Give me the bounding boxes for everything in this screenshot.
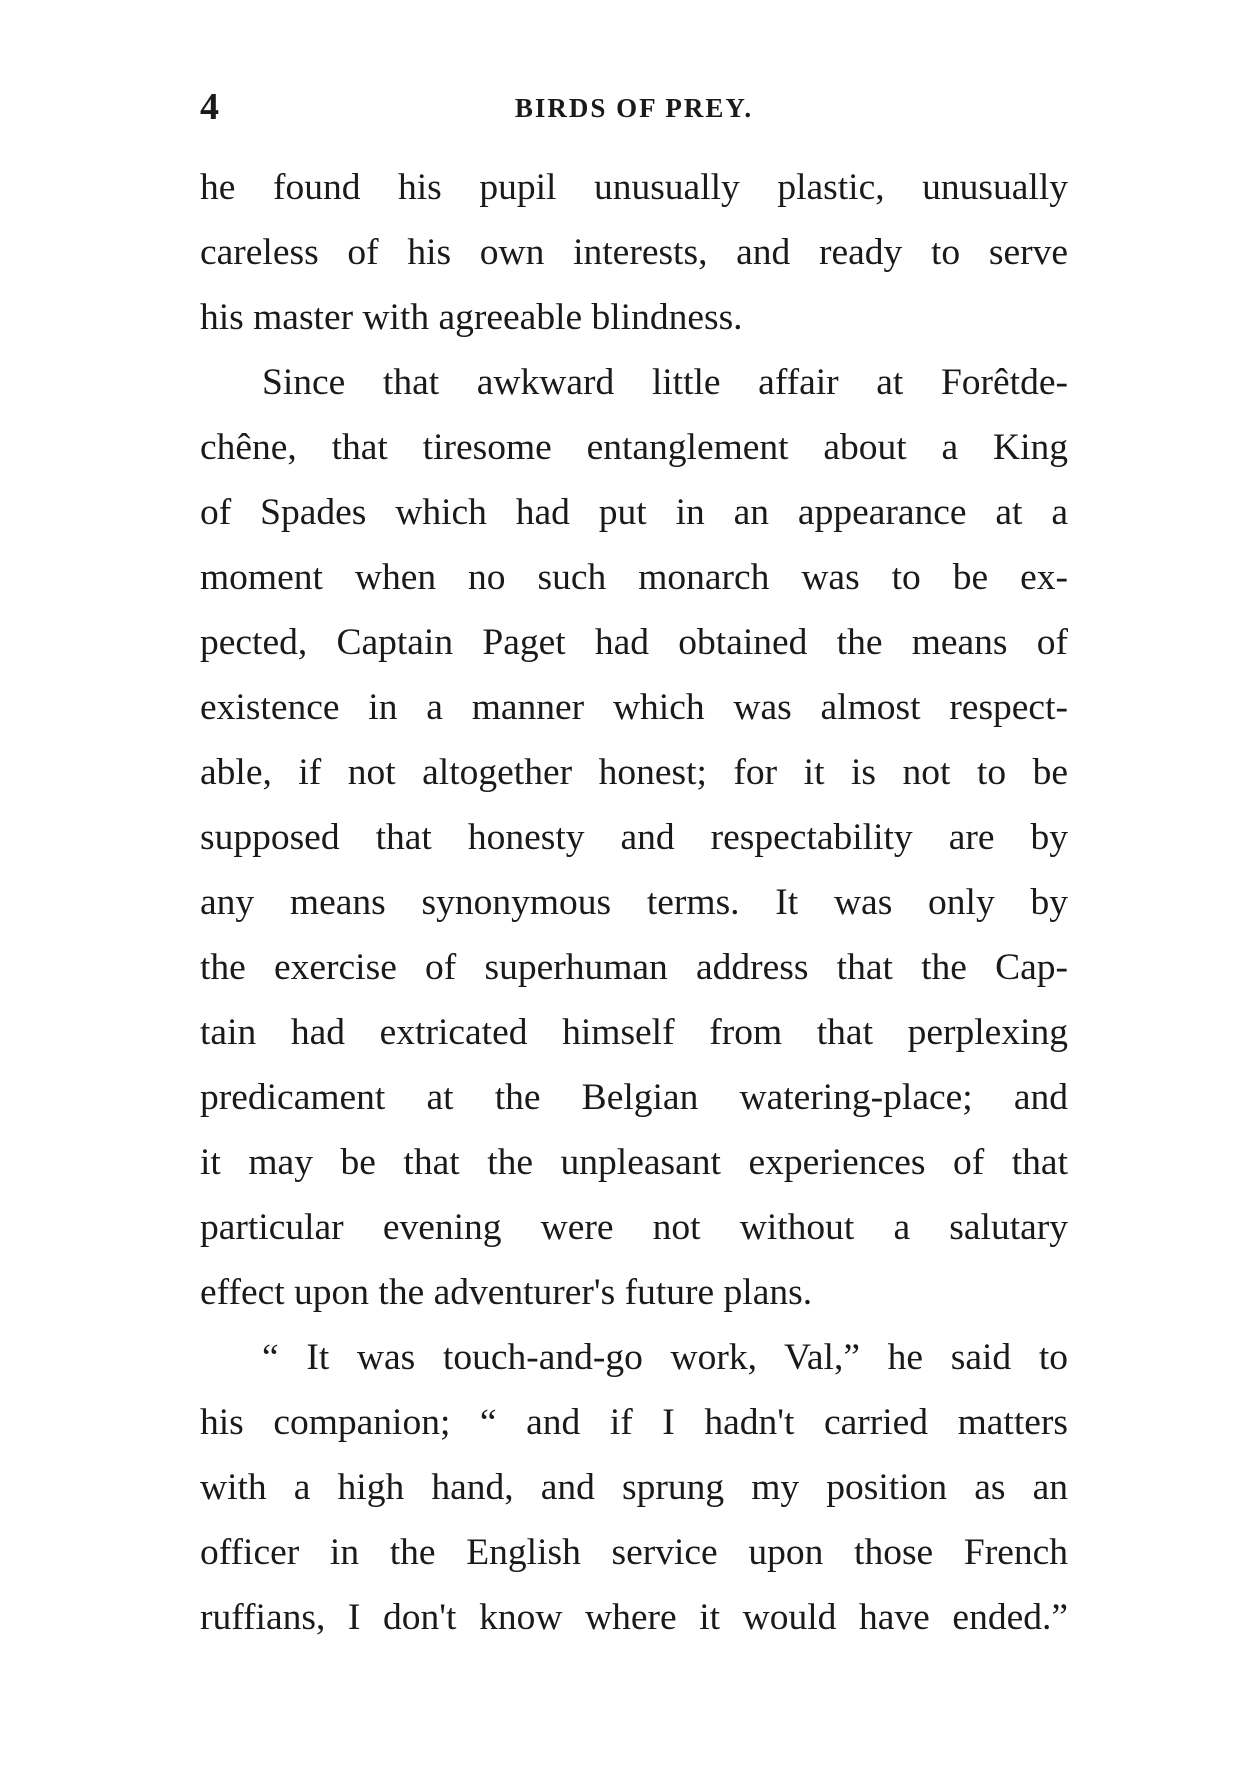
text-line: predicament at the Belgian watering-place; and	[200, 1077, 1068, 1118]
text-line: the exercise of superhuman address that the Cap-	[200, 947, 1068, 988]
paragraph	[200, 1325, 1068, 1650]
text-line: tain had extricated himself from that perplexing	[200, 1012, 1068, 1053]
paragraph	[200, 350, 1068, 1325]
text-line: able, if not altogether honest; for it is not to be	[200, 752, 1068, 793]
text-line: his master with agreeable blindness.	[200, 297, 743, 338]
text-line: particular evening were not without a salutary	[200, 1207, 1068, 1248]
text-line: ruffians, I don't know where it would have ended.”	[200, 1597, 1068, 1638]
text-line: existence in a manner which was almost respect-	[200, 687, 1068, 728]
page-number: 4	[200, 86, 219, 128]
text-line: any means synonymous terms. It was only by	[200, 882, 1068, 923]
text-line: he found his pupil unusually plastic, unusually	[200, 167, 1068, 208]
text-line: careless of his own interests, and ready to serve	[200, 232, 1068, 273]
text-line: pected, Captain Paget had obtained the means of	[200, 622, 1068, 663]
text-line: chêne, that tiresome entanglement about a King	[200, 427, 1068, 468]
text-line: with a high hand, and sprung my position as an	[200, 1467, 1068, 1508]
text-line: supposed that honesty and respectability are by	[200, 817, 1068, 858]
text-line: Since that awkward little affair at Forêtde-	[262, 362, 1068, 403]
running-head: BIRDS OF PREY.	[514, 93, 754, 123]
text-line: moment when no such monarch was to be ex-	[200, 557, 1068, 598]
text-line: effect upon the adventurer's future plans.	[200, 1272, 813, 1313]
text-line: his companion; “ and if I hadn't carried matters	[200, 1402, 1068, 1443]
paragraph	[200, 155, 1068, 350]
page-header	[200, 82, 1068, 132]
body-text	[200, 155, 1068, 1650]
text-line: of Spades which had put in an appearance at a	[200, 492, 1068, 533]
text-line: “ It was touch-and-go work, Val,” he said to	[262, 1337, 1068, 1378]
text-line: officer in the English service upon those French	[200, 1532, 1068, 1573]
text-line: it may be that the unpleasant experiences of that	[200, 1142, 1068, 1183]
